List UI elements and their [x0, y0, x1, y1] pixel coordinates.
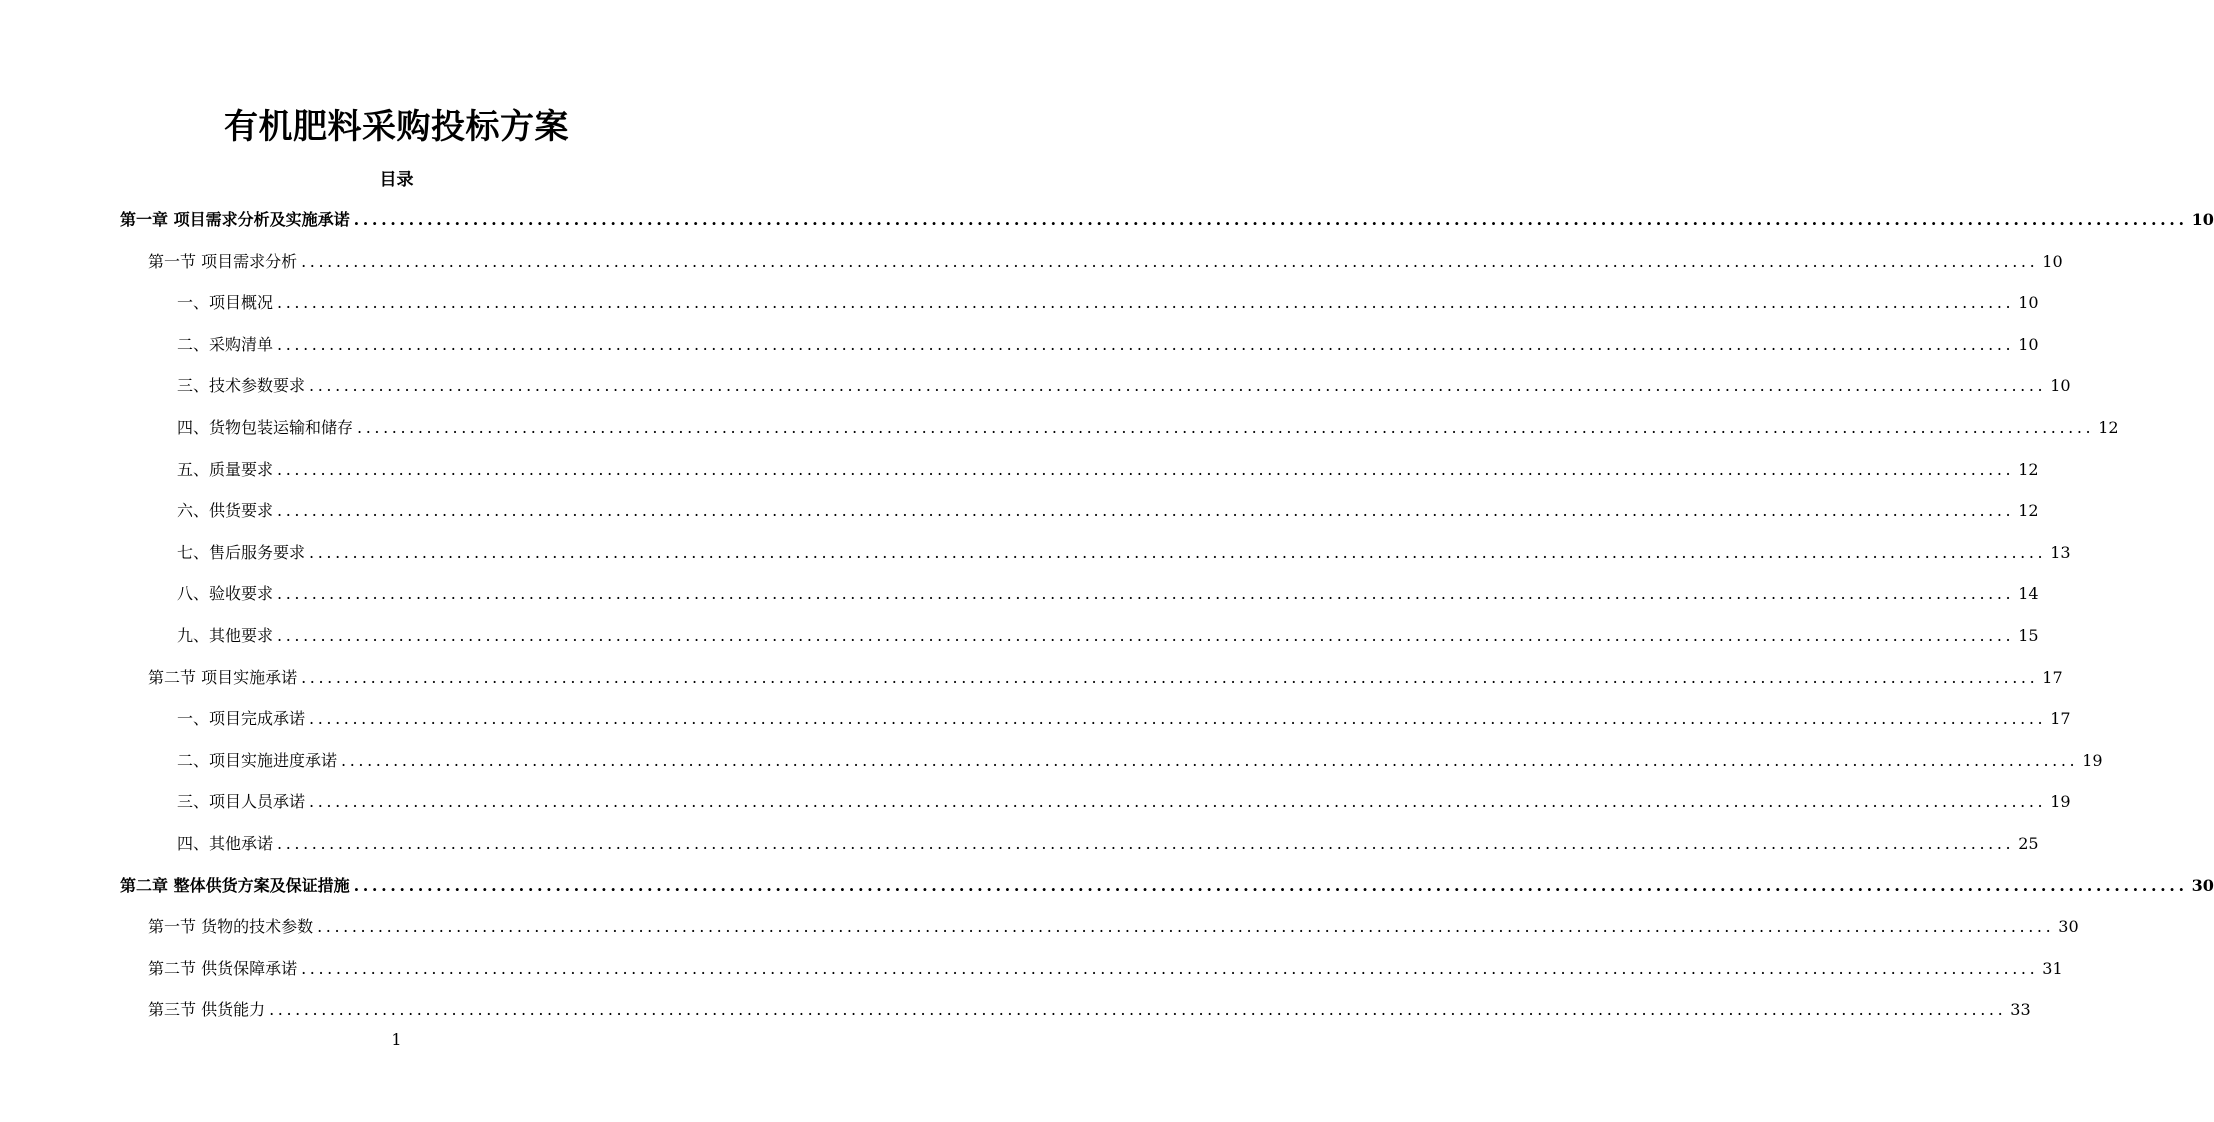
toc-entry-page: 31: [2042, 959, 2063, 978]
toc-dot-leader: ........................................................................................................................................................................................................: [317, 917, 2055, 936]
toc-entry-item[interactable]: [177, 582, 2039, 606]
toc-entry-page: 17: [2050, 709, 2071, 728]
toc-entry-page: 10: [2018, 293, 2039, 312]
toc-entry-page: 10: [2191, 210, 2214, 229]
toc-entry-label: 第二节 项目实施承诺: [148, 668, 298, 687]
toc-entry-label: 七、售后服务要求: [177, 543, 306, 562]
document-title: 有机肥料采购投标方案: [224, 107, 569, 147]
toc-dot-leader: ........................................................................................................................................................................................................: [277, 293, 2015, 312]
toc-dot-leader: ........................................................................................................................................................................................................: [309, 792, 2047, 811]
toc-entry-label: 第一章 项目需求分析及实施承诺: [120, 210, 350, 229]
toc-dot-leader: ........................................................................................................................................................................................................: [341, 751, 2079, 770]
toc-dot-leader: ........................................................................................................................................................................................................: [269, 1000, 2007, 1019]
toc-entry-item[interactable]: [177, 790, 2071, 814]
toc-entry-page: 14: [2018, 584, 2039, 603]
toc-entry-label: 四、货物包装运输和储存: [177, 418, 354, 437]
toc-entry-page: 10: [2018, 335, 2039, 354]
toc-dot-leader: ........................................................................................................................................................................................................: [309, 376, 2047, 395]
toc-entry-page: 15: [2018, 626, 2039, 645]
toc-entry-item[interactable]: [177, 832, 2039, 856]
toc-dot-leader: ........................................................................................................................................................................................................: [277, 501, 2015, 520]
toc-entry-item[interactable]: [177, 333, 2039, 357]
toc-entry-section[interactable]: [148, 998, 2031, 1022]
toc-entry-chapter[interactable]: [120, 874, 2214, 898]
toc-entry-item[interactable]: [177, 374, 2071, 398]
toc-dot-leader: ........................................................................................................................................................................................................: [277, 335, 2015, 354]
toc-entry-chapter[interactable]: [120, 208, 2214, 232]
toc-dot-leader: ........................................................................................................................................................................................................: [309, 709, 2047, 728]
toc-entry-item[interactable]: [177, 749, 2103, 773]
toc-entry-page: 10: [2042, 252, 2063, 271]
toc-dot-leader: ........................................................................................................................................................................................................: [301, 668, 2039, 687]
toc-entry-item[interactable]: [177, 416, 2119, 440]
toc-entry-label: 三、项目人员承诺: [177, 792, 306, 811]
toc-entry-page: 33: [2010, 1000, 2031, 1019]
toc-dot-leader: ........................................................................................................................................................................................................: [357, 418, 2095, 437]
toc-dot-leader: ........................................................................................................................................................................................................: [353, 210, 2188, 229]
toc-entry-label: 一、项目完成承诺: [177, 709, 306, 728]
toc-entry-section[interactable]: [148, 250, 2063, 274]
toc-dot-leader: ........................................................................................................................................................................................................: [277, 584, 2015, 603]
toc-entry-item[interactable]: [177, 707, 2071, 731]
toc-dot-leader: ........................................................................................................................................................................................................: [277, 460, 2015, 479]
toc-entry-label: 九、其他要求: [177, 626, 274, 645]
toc-dot-leader: ........................................................................................................................................................................................................: [301, 252, 2039, 271]
toc-heading: 目录: [379, 170, 414, 190]
toc-entry-label: 第三节 供货能力: [148, 1000, 266, 1019]
toc-entry-page: 10: [2050, 376, 2071, 395]
toc-entry-label: 第二节 供货保障承诺: [148, 959, 298, 978]
toc-entry-label: 三、技术参数要求: [177, 376, 306, 395]
toc-entry-item[interactable]: [177, 624, 2039, 648]
toc-entry-label: 第一节 货物的技术参数: [148, 917, 314, 936]
toc-entry-page: 25: [2018, 834, 2039, 853]
toc-dot-leader: ........................................................................................................................................................................................................: [277, 626, 2015, 645]
toc-entry-page: 17: [2042, 668, 2063, 687]
toc-entry-label: 八、验收要求: [177, 584, 274, 603]
toc-entry-page: 12: [2098, 418, 2119, 437]
toc-entry-section[interactable]: [148, 666, 2063, 690]
toc-entry-label: 六、供货要求: [177, 501, 274, 520]
toc-entry-label: 五、质量要求: [177, 460, 274, 479]
toc-dot-leader: ........................................................................................................................................................................................................: [277, 834, 2015, 853]
toc-entry-label: 二、项目实施进度承诺: [177, 751, 338, 770]
toc-entry-page: 19: [2050, 792, 2071, 811]
toc-entry-page: 30: [2058, 917, 2079, 936]
page-number: 1: [391, 1030, 402, 1049]
toc-dot-leader: ........................................................................................................................................................................................................: [309, 543, 2047, 562]
toc-entry-item[interactable]: [177, 291, 2039, 315]
toc-entry-section[interactable]: [148, 915, 2079, 939]
toc-entry-label: 二、采购清单: [177, 335, 274, 354]
toc-entry-item[interactable]: [177, 541, 2071, 565]
toc-entry-item[interactable]: [177, 499, 2039, 523]
toc-dot-leader: ........................................................................................................................................................................................................: [353, 876, 2188, 895]
toc-entry-label: 四、其他承诺: [177, 834, 274, 853]
toc-entry-page: 12: [2018, 501, 2039, 520]
toc-dot-leader: ........................................................................................................................................................................................................: [301, 959, 2039, 978]
toc-entry-label: 第一节 项目需求分析: [148, 252, 298, 271]
toc-entry-label: 一、项目概况: [177, 293, 274, 312]
toc-entry-item[interactable]: [177, 458, 2039, 482]
toc-entry-page: 12: [2018, 460, 2039, 479]
toc-entry-page: 30: [2191, 876, 2214, 895]
toc-entry-label: 第二章 整体供货方案及保证措施: [120, 876, 350, 895]
toc-entry-page: 13: [2050, 543, 2071, 562]
toc-entry-page: 19: [2082, 751, 2103, 770]
toc-entry-section[interactable]: [148, 957, 2063, 981]
